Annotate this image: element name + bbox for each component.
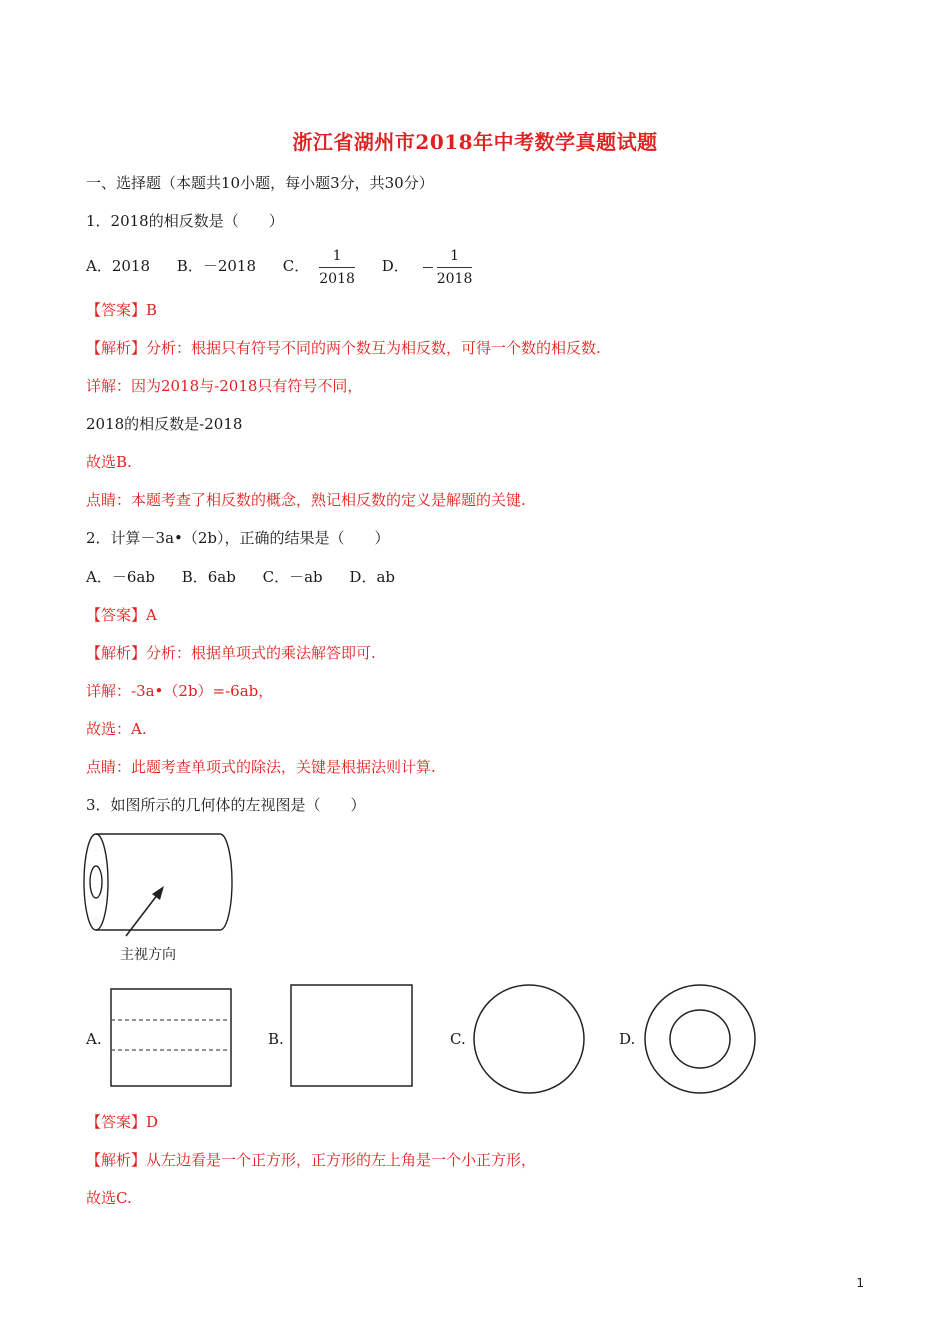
q1-option-a: A．2018: [86, 257, 151, 275]
q1-choose: 故选B.: [86, 453, 132, 471]
q2-detail: 详解：-3a•（2b）=-6ab，: [86, 682, 274, 700]
option-d-outer-circle: [645, 985, 755, 1093]
q2-option-d: D．ab: [349, 568, 395, 586]
q3-stem: 3．如图所示的几何体的左视图是（ ）: [86, 796, 366, 814]
q3-choose: 故选C.: [86, 1189, 132, 1207]
q1-option-b: B．－2018: [176, 257, 256, 275]
q1-options: [86, 244, 494, 288]
cylinder-front-face: [84, 834, 108, 930]
minus-sign: [423, 267, 433, 268]
cylinder-back-face: [220, 834, 232, 930]
q1-option-c-label: C．: [282, 257, 310, 275]
q1-answer: 【答案】B: [86, 301, 158, 319]
q3-analysis: 【解析】从左边看是一个正方形，正方形的左上角是一个小正方形，: [86, 1151, 537, 1169]
q1-option-d: [382, 244, 473, 288]
q2-option-b: B．6ab: [181, 568, 236, 586]
arrow-head: [152, 886, 164, 900]
q1-option-d-numerator: 1: [450, 247, 459, 264]
q3-option-c-figure: [472, 983, 586, 1095]
cylinder-inner-hole: [90, 866, 102, 898]
page-title: 浙江省湖州市2018年中考数学真题试题: [292, 130, 658, 154]
option-c-circle: [474, 985, 584, 1093]
q1-option-c-denominator: 2018: [319, 270, 355, 287]
q3-answer: 【答案】D: [86, 1113, 159, 1131]
q3-option-b-label: B.: [268, 1030, 284, 1048]
figure-caption: 主视方向: [120, 947, 176, 963]
q1-stem: 1．2018的相反数是（ ）: [86, 212, 284, 230]
q2-option-a: A．－6ab: [86, 568, 155, 586]
q1-option-c-numerator: 1: [332, 247, 342, 264]
q2-stem: 2．计算－3a•（2b），正确的结果是（ ）: [86, 529, 390, 547]
q1-option-d-label: D．: [381, 257, 409, 275]
fraction-bar: [437, 267, 473, 268]
option-d-inner-circle: [670, 1010, 730, 1068]
q2-analysis: 【解析】分析：根据单项式的乘法解答即可.: [86, 644, 376, 662]
fraction-bar: [319, 267, 355, 268]
page-number: 1: [856, 1276, 864, 1290]
q2-answer: 【答案】A: [86, 606, 157, 624]
q3-option-b-figure: [290, 984, 414, 1088]
q1-detail: 详解：因为2018与-2018只有符号不同，: [86, 377, 363, 395]
q1-analysis: 【解析】分析：根据只有符号不同的两个数互为相反数，可得一个数的相反数.: [86, 339, 601, 357]
q1-option-c: [283, 244, 355, 288]
q3-option-d-figure: [643, 983, 757, 1095]
q3-option-a-figure: [110, 988, 232, 1088]
q2-comment: 点睛：此题考查单项式的除法，关键是根据法则计算.: [86, 758, 436, 776]
q3-option-d-label: D.: [619, 1030, 636, 1048]
option-a-rectangle: [111, 989, 231, 1086]
option-b-square: [291, 985, 412, 1086]
q2-option-c: C．－ab: [262, 568, 323, 586]
q1-option-d-denominator: 2018: [436, 270, 473, 287]
q1-option-d-fraction: [437, 247, 473, 288]
section-heading: 一、选择题（本题共10小题，每小题3分，共30分）: [86, 174, 434, 192]
q3-option-a-label: A.: [86, 1030, 102, 1048]
q1-detail-2: 2018的相反数是-2018: [86, 415, 243, 433]
q1-comment: 点睛：本题考查了相反数的概念，熟记相反数的定义是解题的关键.: [86, 491, 526, 509]
q3-option-c-label: C.: [450, 1030, 466, 1048]
q2-options: [86, 567, 417, 587]
cylinder-figure: [82, 830, 242, 940]
q2-choose: 故选：A.: [86, 720, 147, 738]
q1-option-c-fraction: [319, 247, 355, 288]
